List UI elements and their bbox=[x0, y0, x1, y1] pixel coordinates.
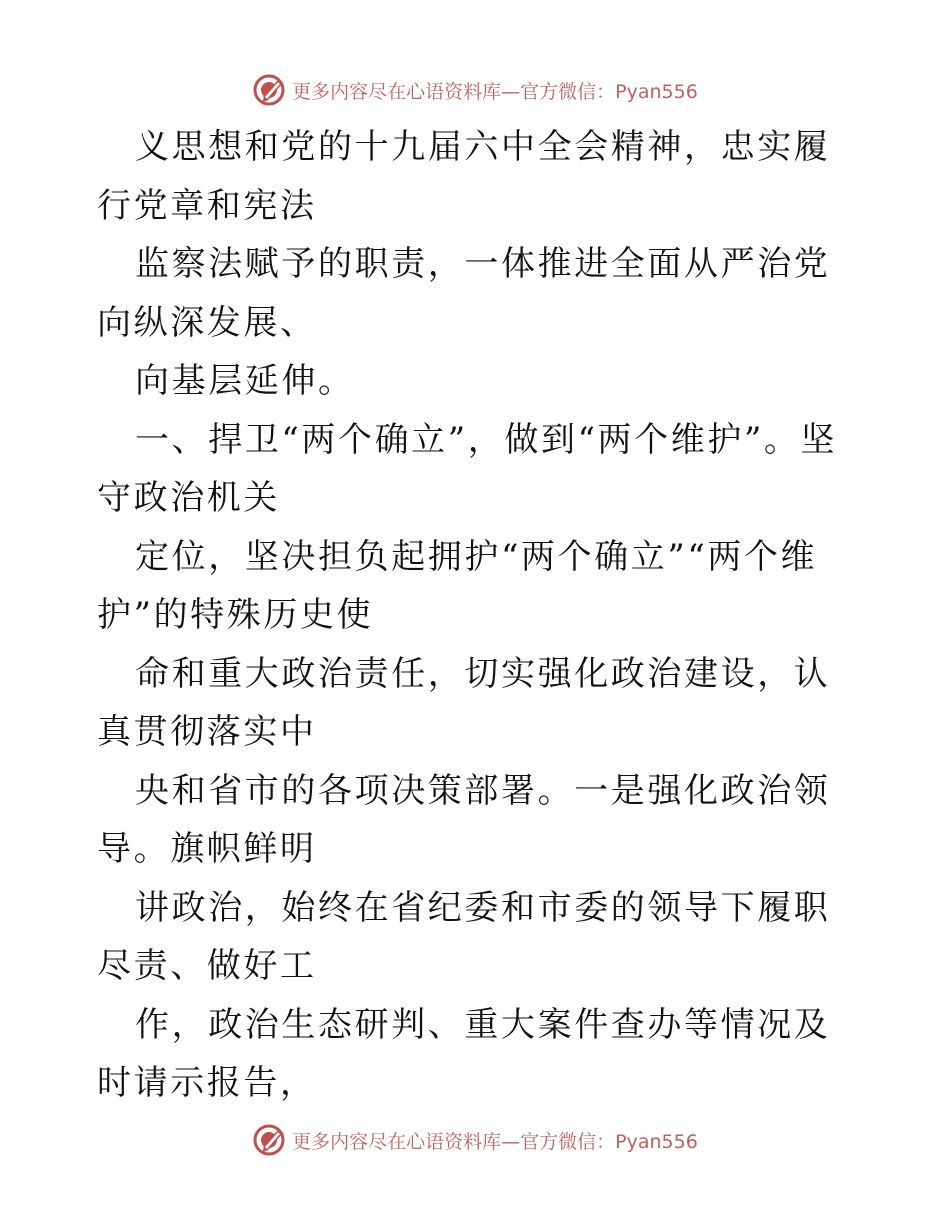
pen-logo-icon bbox=[252, 1123, 286, 1157]
header-watermark-text: 更多内容尽在心语资料库—官方微信：Pyan556 bbox=[292, 80, 698, 103]
paragraph: 讲政治，始终在省纪委和市委的领导下履职尽责、做好工 bbox=[97, 887, 831, 986]
paragraph: 监察法赋予的职责，一体推进全面从严治党向纵深发展、 bbox=[97, 244, 831, 343]
paragraph: 央和省市的各项决策部署。一是强化政治领导。旗帜鲜明 bbox=[97, 770, 831, 869]
document-body bbox=[97, 118, 857, 1113]
header-watermark-banner bbox=[0, 70, 950, 110]
footer-watermark-text: 更多内容尽在心语资料库—官方微信：Pyan556 bbox=[292, 1130, 698, 1153]
pen-logo-icon bbox=[252, 73, 286, 107]
paragraph: 义思想和党的十九届六中全会精神，忠实履行党章和宪法 bbox=[97, 127, 831, 226]
paragraph: 一、捍卫“两个确立”，做到“两个维护”。坚守政治机关 bbox=[97, 419, 838, 518]
paragraph: 定位，坚决担负起拥护“两个确立”“两个维护”的特殊历史使 bbox=[97, 536, 818, 635]
paragraph: 向基层延伸。 bbox=[135, 361, 355, 401]
footer-watermark-banner bbox=[0, 1120, 950, 1160]
paragraph: 命和重大政治责任，切实强化政治建设，认真贯彻落实中 bbox=[97, 653, 831, 752]
paragraph: 作，政治生态研判、重大案件查办等情况及时请示报告， bbox=[97, 1004, 831, 1103]
